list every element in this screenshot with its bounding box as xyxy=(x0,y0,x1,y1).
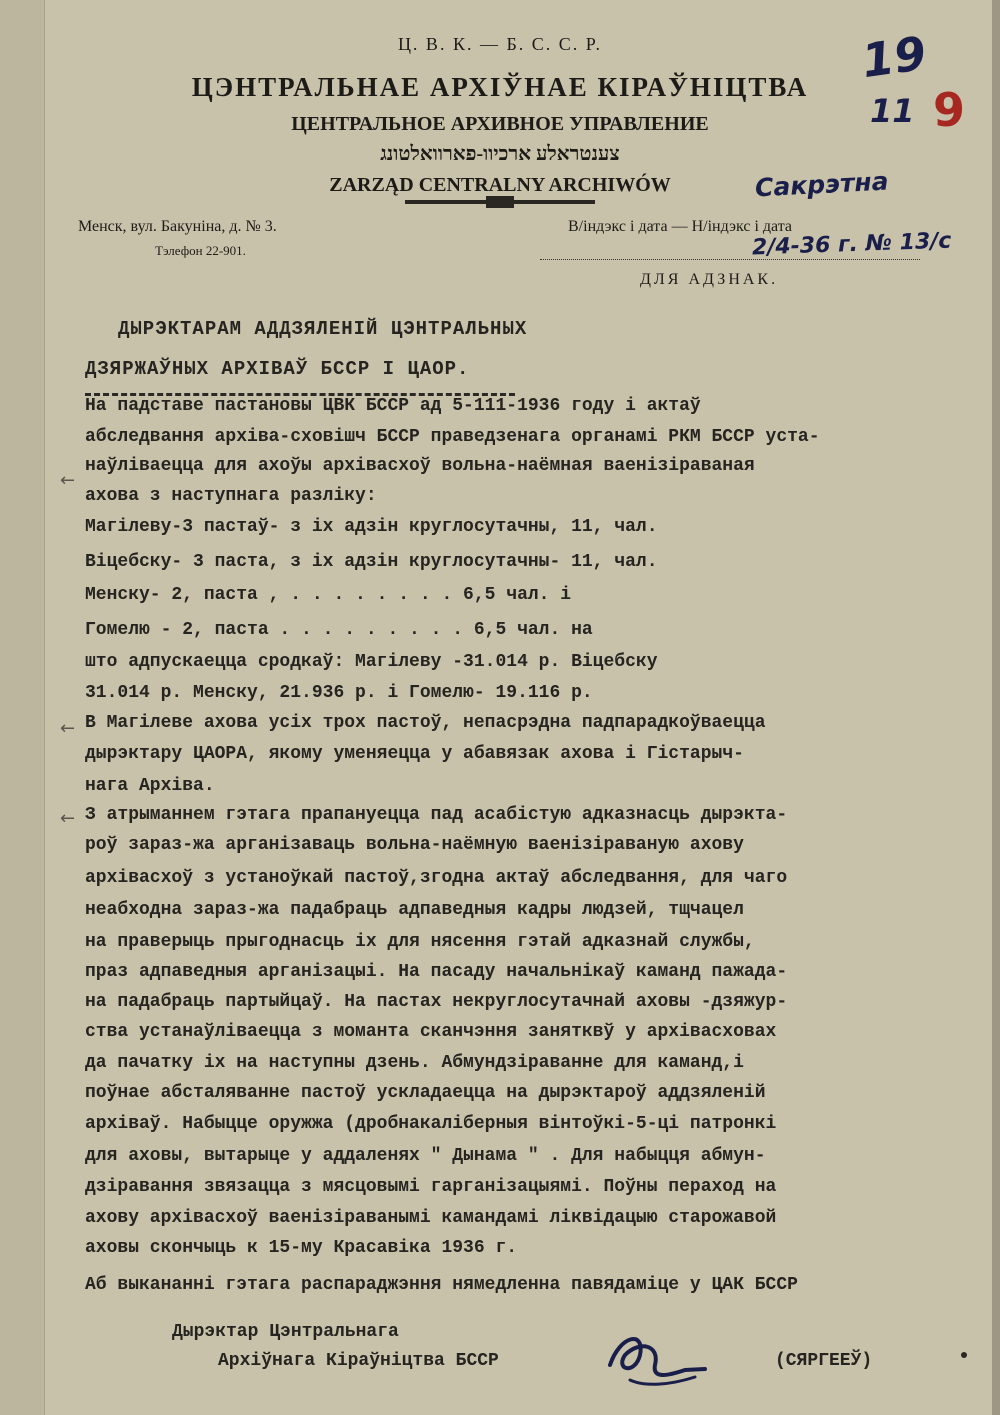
handwritten-corner-number-2: 11 xyxy=(870,92,915,130)
index-dotted-line xyxy=(540,259,920,260)
body-line: В Магілеве ахова усіх трох пастоў, непасрэдна падпарадкоўваецца xyxy=(85,713,766,733)
body-line: на праверыць прыгоднасць іх для нясення гэтай адказнай службы, xyxy=(85,932,755,952)
body-line: ства устанаўліваецца з моманта сканчэння занятквў у архівасховах xyxy=(85,1022,777,1042)
page-edge-right xyxy=(992,0,1000,1415)
body-line: ахову архівасхоў ваенізіраванымі камандамі ліквідацыю старожавой xyxy=(85,1208,777,1228)
margin-mark: ← xyxy=(60,718,76,739)
period-mark xyxy=(961,1352,967,1358)
body-line: Гомелю - 2, паста . . . . . . . . . 6,5 чал. на xyxy=(85,620,593,640)
signature-name: (СЯРГЕЕЎ) xyxy=(775,1351,873,1371)
body-line: 31.014 р. Менску, 21.936 р. і Гомелю- 19.116 р. xyxy=(85,683,593,703)
body-line: аховы скончыць к 15-му Красавіка 1936 г. xyxy=(85,1238,518,1258)
letterhead-title-russian: ЦЕНТРАЛЬНОЕ АРХИВНОЕ УПРАВЛЕНИЕ xyxy=(291,113,709,135)
signature-scribble xyxy=(600,1325,710,1395)
body-line: наўліваецца для ахоўы архівасхоў вольна-наёмная ваенізіраваная xyxy=(85,456,755,476)
body-line: Аб выкананні гэтага распараджэння нямедленна павядаміце у ЦАК БССР xyxy=(85,1275,798,1295)
letterhead-title-belarusian: ЦЭНТРАЛЬНАЕ АРХІЎНАЕ КІРАЎНІЦТВА xyxy=(191,72,809,102)
body-line: для аховы, вытарыце у аддаленях " Дынама " . Для набыцця абмун- xyxy=(85,1146,766,1166)
margin-mark: ← xyxy=(60,808,76,829)
body-line: На падставе пастановы ЦВК БССР ад 5-111-1936 году і актаў xyxy=(85,396,701,416)
body-line: да пачатку іх на наступны дзень. Абмундзіраванне для каманд,і xyxy=(85,1053,744,1073)
letterhead-title-yiddish: צענטראלע ארכיוו-פארוואלטונג xyxy=(380,143,620,165)
handwritten-secret-mark: Сакрэтна xyxy=(754,166,890,203)
margin-mark: ← xyxy=(60,470,76,491)
body-line: ахова з наступнага разліку: xyxy=(85,486,377,506)
body-line: што адпускаецца сродкаў: Магілеву -31.014 р. Віцебску xyxy=(85,652,658,672)
body-line: дырэктару ЦАОРА, якому уменяецца у абавязак ахова і Гістарыч- xyxy=(85,744,744,764)
letterhead-line-1: Ц. В. К. — Б. С. С. Р. xyxy=(397,34,603,54)
body-line: архіваў. Набыцце оружжа (дробнакаліберныя вінтоўкі-5-ці патронкі xyxy=(85,1114,777,1134)
body-line: неабходна зараз-жа падабраць адпаведныя кадры людзей, тщчацел xyxy=(85,900,744,920)
page-edge-left xyxy=(0,0,45,1415)
body-line: архівасхоў з устаноўкай пастоў,згодна актаў абследвання, для чаго xyxy=(85,868,788,888)
addressee-line-1: ДЫРЭКТАРАМ АДДЗЯЛЕНІЙ ЦЭНТРАЛЬНЫХ xyxy=(118,318,528,340)
for-notes-label: ДЛЯ АДЗНАК. xyxy=(640,271,779,288)
handwritten-red-number: 9 xyxy=(933,83,966,137)
signature-title-line-1: Дырэктар Цэнтральнага xyxy=(172,1322,399,1342)
body-line: Віцебску- 3 паста, з іх адзін круглосутачны- 11, чал. xyxy=(85,552,658,572)
body-line: Магілеву-3 пастаў- з іх адзін круглосутачны, 11, чал. xyxy=(85,517,658,537)
body-line: дзіравання звязацца з мясцовымі гарганізацыямі. Поўны пераход на xyxy=(85,1177,777,1197)
handwritten-corner-number: 19 xyxy=(858,25,930,89)
body-line: абследвання архіва-сховішч БССР праведзенага органамі РКМ БССР уста- xyxy=(85,427,820,447)
address-text: Менск, вул. Бакуніна, д. № 3. xyxy=(78,218,277,235)
phone-text: Тэлефон 22-901. xyxy=(155,243,246,258)
body-line: поўнае абсталяванне пастоў ускладаецца на дырэктароў аддзяленій xyxy=(85,1083,766,1103)
body-line: нага Архіва. xyxy=(85,776,215,796)
handwritten-date-number: 2/4-36 г. № 13/с xyxy=(751,228,952,261)
body-line: на падабраць партыйцаў. На пастах некруглосутачнай аховы -дзяжур- xyxy=(85,992,788,1012)
body-line: роў зараз-жа арганізаваць вольна-наёмную ваенізіраваную ахову xyxy=(85,835,744,855)
addressee-line-2: ДЗЯРЖАЎНЫХ АРХІВАЎ БССР І ЦАОР. xyxy=(85,358,470,380)
ornament-center xyxy=(486,196,514,208)
body-line: праз адпаведныя арганізацыі. На пасаду начальнікаў каманд пажада- xyxy=(85,962,788,982)
body-line: Менску- 2, паста , . . . . . . . . 6,5 чал. і xyxy=(85,585,572,605)
body-line: З атрыманнем гэтага прапануецца пад асабістую адказнасць дырэкта- xyxy=(85,805,788,825)
signature-title-line-2: Архіўнага Кіраўніцтва БССР xyxy=(218,1351,499,1371)
index-date-label: В/індэкс і дата — Н/індэкс і дата xyxy=(568,218,793,235)
letterhead-title-polish: ZARZĄD CENTRALNY ARCHIWÓW xyxy=(329,174,671,196)
